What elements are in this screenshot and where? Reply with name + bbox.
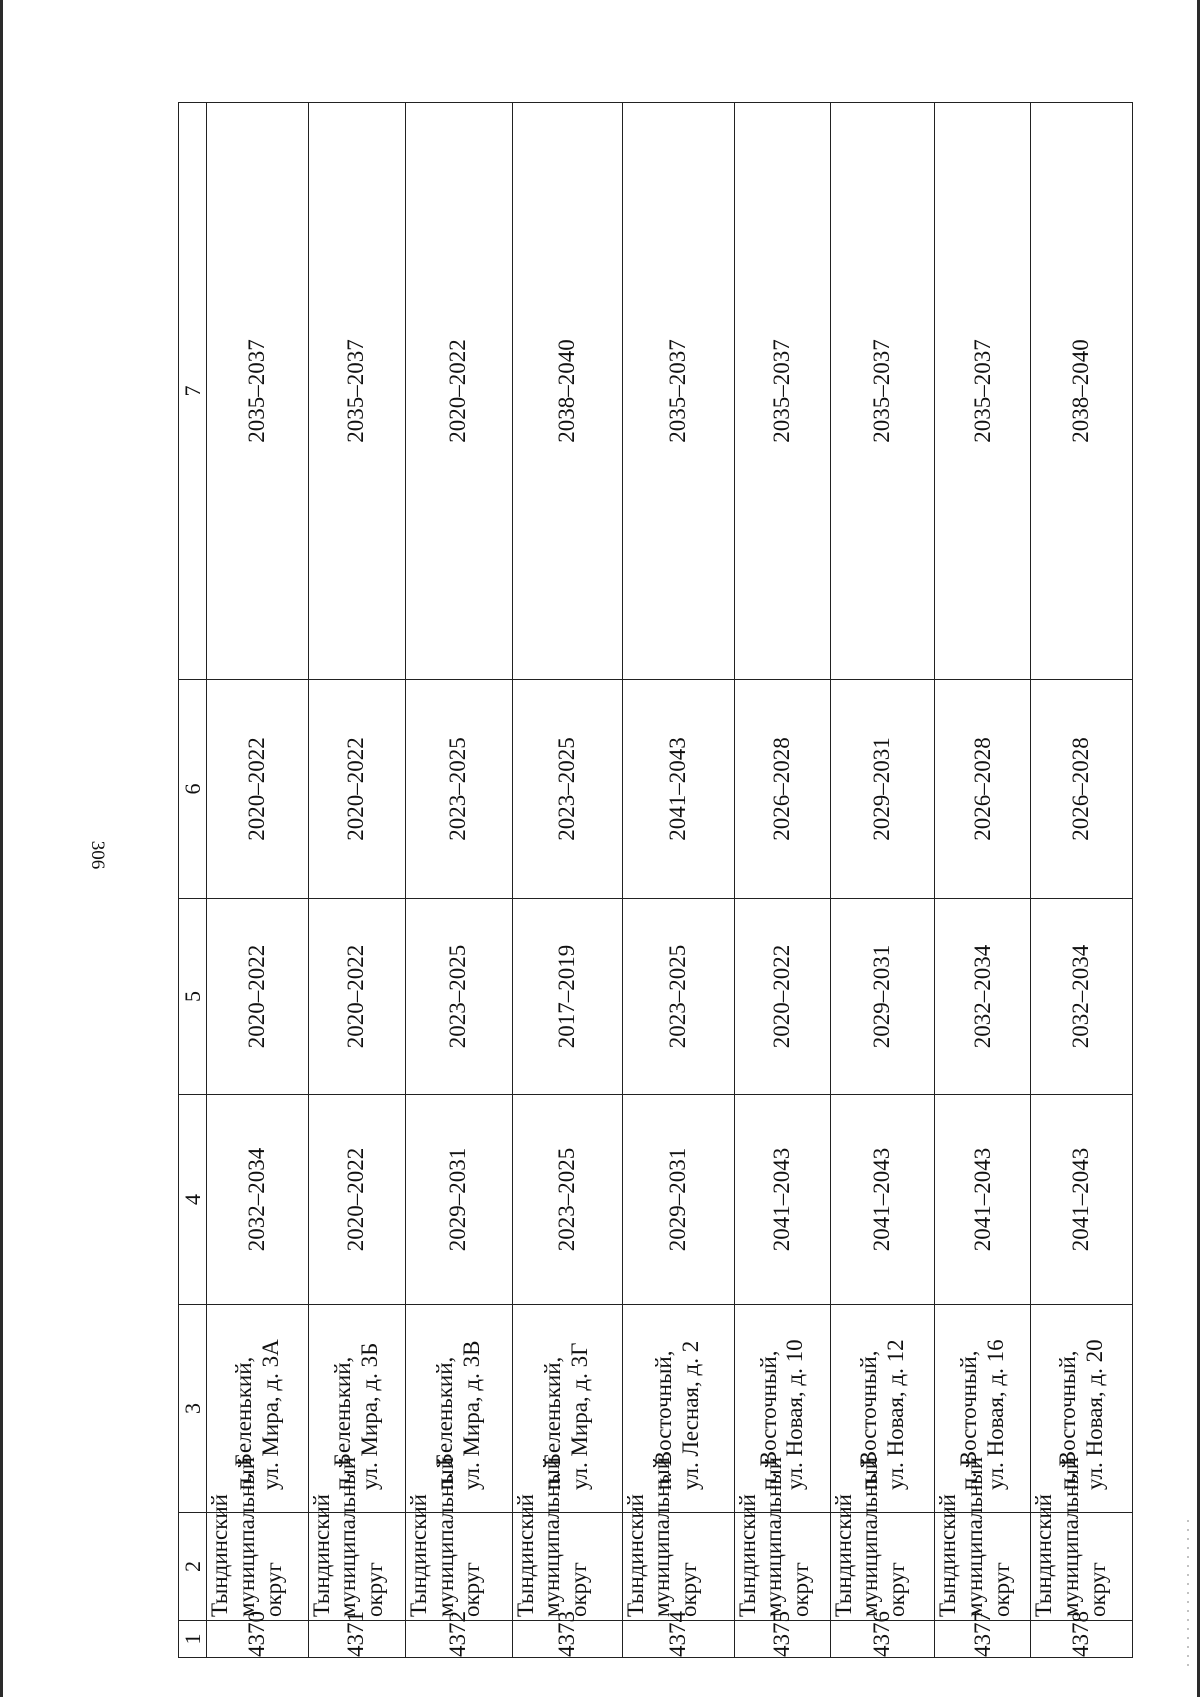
district-line: муниципальный — [432, 1456, 458, 1617]
district-line: муниципальный — [539, 1456, 565, 1617]
district-line: Тындинский — [622, 1494, 648, 1617]
column-number: 3 — [179, 1305, 207, 1513]
column-number: 5 — [179, 899, 207, 1095]
address-line: ул. Мира, д. 3А — [257, 1339, 283, 1490]
scan-edge-left — [0, 0, 3, 1697]
cell-period-col6: 2026–2028 — [935, 680, 1031, 899]
cell-period-col4: 2032–2034 — [207, 1095, 308, 1305]
column-number: 1 — [179, 1621, 207, 1658]
cell-period-col6: 2023–2025 — [405, 680, 512, 899]
table-row — [207, 103, 308, 1658]
table-row — [1031, 103, 1133, 1658]
address-line: ул. Мира, д. 3Г — [567, 1342, 593, 1490]
district-line: Тындинский — [935, 1494, 961, 1617]
cell-period-col5: 2020–2022 — [308, 899, 405, 1095]
cell-address — [622, 1305, 734, 1513]
cell-period-col5: 2017–2019 — [512, 899, 622, 1095]
district-line: Тындинский — [207, 1494, 233, 1617]
cell-period-col6: 2026–2028 — [1031, 680, 1133, 899]
cell-address — [734, 1305, 830, 1513]
district-line: округ — [362, 1562, 388, 1617]
district-line: округ — [459, 1562, 485, 1617]
cell-district — [308, 1456, 405, 1621]
table-row — [308, 103, 405, 1658]
district-line: муниципальный — [649, 1456, 675, 1617]
cell-period-col7: 2035–2037 — [734, 103, 830, 680]
address-line: п. Восточный, — [956, 1350, 982, 1490]
district-line: муниципальный — [761, 1456, 787, 1617]
cell-period-col5: 2029–2031 — [830, 899, 935, 1095]
district-line: Тындинский — [308, 1494, 334, 1617]
cell-period-col7: 2038–2040 — [512, 103, 622, 680]
table-body — [179, 103, 1133, 1658]
address-line: ул. Новая, д. 20 — [1081, 1339, 1107, 1490]
address-line: ул. Новая, д. 10 — [782, 1339, 808, 1490]
cell-period-col6: 2020–2022 — [308, 680, 405, 899]
cell-id: 4374 — [622, 1621, 734, 1658]
cell-period-col5: 2032–2034 — [1031, 899, 1133, 1095]
table-row — [830, 103, 935, 1658]
cell-district — [207, 1456, 308, 1621]
cell-id: 4370 — [207, 1621, 308, 1658]
table-row — [734, 103, 830, 1658]
cell-id: 4371 — [308, 1621, 405, 1658]
scan-specks — [1187, 1520, 1189, 1670]
cell-period-col5: 2020–2022 — [207, 899, 308, 1095]
address-line: п. Беленький, — [330, 1356, 356, 1490]
address-line: п. Беленький, — [540, 1356, 566, 1490]
cell-address — [207, 1305, 308, 1513]
column-number: 6 — [179, 680, 207, 899]
address-line: п. Восточный, — [1055, 1350, 1081, 1490]
cell-period-col6: 2020–2022 — [207, 680, 308, 899]
address-line: п. Беленький, — [230, 1356, 256, 1490]
column-number: 2 — [179, 1513, 207, 1621]
district-line: муниципальный — [1058, 1456, 1084, 1617]
cell-period-col5: 2023–2025 — [405, 899, 512, 1095]
cell-period-col6: 2026–2028 — [734, 680, 830, 899]
cell-period-col4: 2041–2043 — [935, 1095, 1031, 1305]
cell-period-col5: 2020–2022 — [734, 899, 830, 1095]
address-line: ул. Лесная, д. 2 — [678, 1340, 704, 1490]
cell-id: 4375 — [734, 1621, 830, 1658]
address-line: п. Восточный, — [755, 1350, 781, 1490]
district-line: округ — [260, 1562, 286, 1617]
cell-address — [1031, 1305, 1133, 1513]
district-line: округ — [675, 1562, 701, 1617]
district-line: Тындинский — [512, 1494, 538, 1617]
district-line: муниципальный — [962, 1456, 988, 1617]
cell-period-col4: 2029–2031 — [405, 1095, 512, 1305]
district-line: муниципальный — [233, 1456, 259, 1617]
table-row — [405, 103, 512, 1658]
cell-period-col7: 2035–2037 — [830, 103, 935, 680]
table-row — [935, 103, 1031, 1658]
address-line: п. Восточный, — [855, 1350, 881, 1490]
cell-period-col4: 2041–2043 — [734, 1095, 830, 1305]
cell-period-col4: 2041–2043 — [830, 1095, 935, 1305]
cell-period-col5: 2032–2034 — [935, 899, 1031, 1095]
address-line: п. Беленький, — [432, 1356, 458, 1490]
district-line: Тындинский — [1031, 1494, 1057, 1617]
cell-period-col4: 2029–2031 — [622, 1095, 734, 1305]
address-line: п. Восточный, — [651, 1350, 677, 1490]
table-row — [622, 103, 734, 1658]
cell-id: 4372 — [405, 1621, 512, 1658]
column-number: 4 — [179, 1095, 207, 1305]
cell-district — [512, 1456, 622, 1621]
cell-district — [935, 1456, 1031, 1621]
cell-period-col7: 2035–2037 — [935, 103, 1031, 680]
cell-period-col7: 2035–2037 — [622, 103, 734, 680]
district-line: округ — [1084, 1562, 1110, 1617]
cell-address — [830, 1305, 935, 1513]
cell-address — [405, 1305, 512, 1513]
district-line: округ — [788, 1562, 814, 1617]
district-line: округ — [988, 1562, 1014, 1617]
district-line: Тындинский — [734, 1494, 760, 1617]
cell-district — [830, 1456, 935, 1621]
district-line: округ — [884, 1562, 910, 1617]
address-line: ул. Новая, д. 16 — [982, 1339, 1008, 1490]
cell-district — [734, 1456, 830, 1621]
cell-period-col4: 2023–2025 — [512, 1095, 622, 1305]
rotated-table-container — [178, 103, 1133, 1658]
cell-period-col6: 2029–2031 — [830, 680, 935, 899]
table-row — [512, 103, 622, 1658]
address-line: ул. Мира, д. 3Б — [356, 1342, 382, 1490]
column-number: 7 — [179, 103, 207, 680]
column-number-row — [179, 103, 207, 1658]
cell-address — [512, 1305, 622, 1513]
cell-period-col6: 2041–2043 — [622, 680, 734, 899]
cell-id: 4376 — [830, 1621, 935, 1658]
cell-period-col5: 2023–2025 — [622, 899, 734, 1095]
housing-repair-table — [178, 102, 1133, 1658]
address-line: ул. Новая, д. 12 — [882, 1339, 908, 1490]
cell-id: 4377 — [935, 1621, 1031, 1658]
district-line: муниципальный — [335, 1456, 361, 1617]
cell-period-col7: 2020–2022 — [405, 103, 512, 680]
district-line: Тындинский — [830, 1494, 856, 1617]
cell-period-col6: 2023–2025 — [512, 680, 622, 899]
cell-district — [405, 1456, 512, 1621]
cell-id: 4378 — [1031, 1621, 1133, 1658]
cell-id: 4373 — [512, 1621, 622, 1658]
cell-address — [935, 1305, 1031, 1513]
cell-district — [1031, 1456, 1133, 1621]
cell-period-col4: 2041–2043 — [1031, 1095, 1133, 1305]
cell-period-col7: 2035–2037 — [207, 103, 308, 680]
cell-district — [622, 1456, 734, 1621]
district-line: Тындинский — [405, 1494, 431, 1617]
cell-period-col4: 2020–2022 — [308, 1095, 405, 1305]
address-line: ул. Мира, д. 3В — [458, 1340, 484, 1490]
cell-period-col7: 2038–2040 — [1031, 103, 1133, 680]
district-line: округ — [565, 1562, 591, 1617]
page-number: 306 — [87, 840, 108, 870]
cell-address — [308, 1305, 405, 1513]
cell-period-col7: 2035–2037 — [308, 103, 405, 680]
district-line: муниципальный — [857, 1456, 883, 1617]
